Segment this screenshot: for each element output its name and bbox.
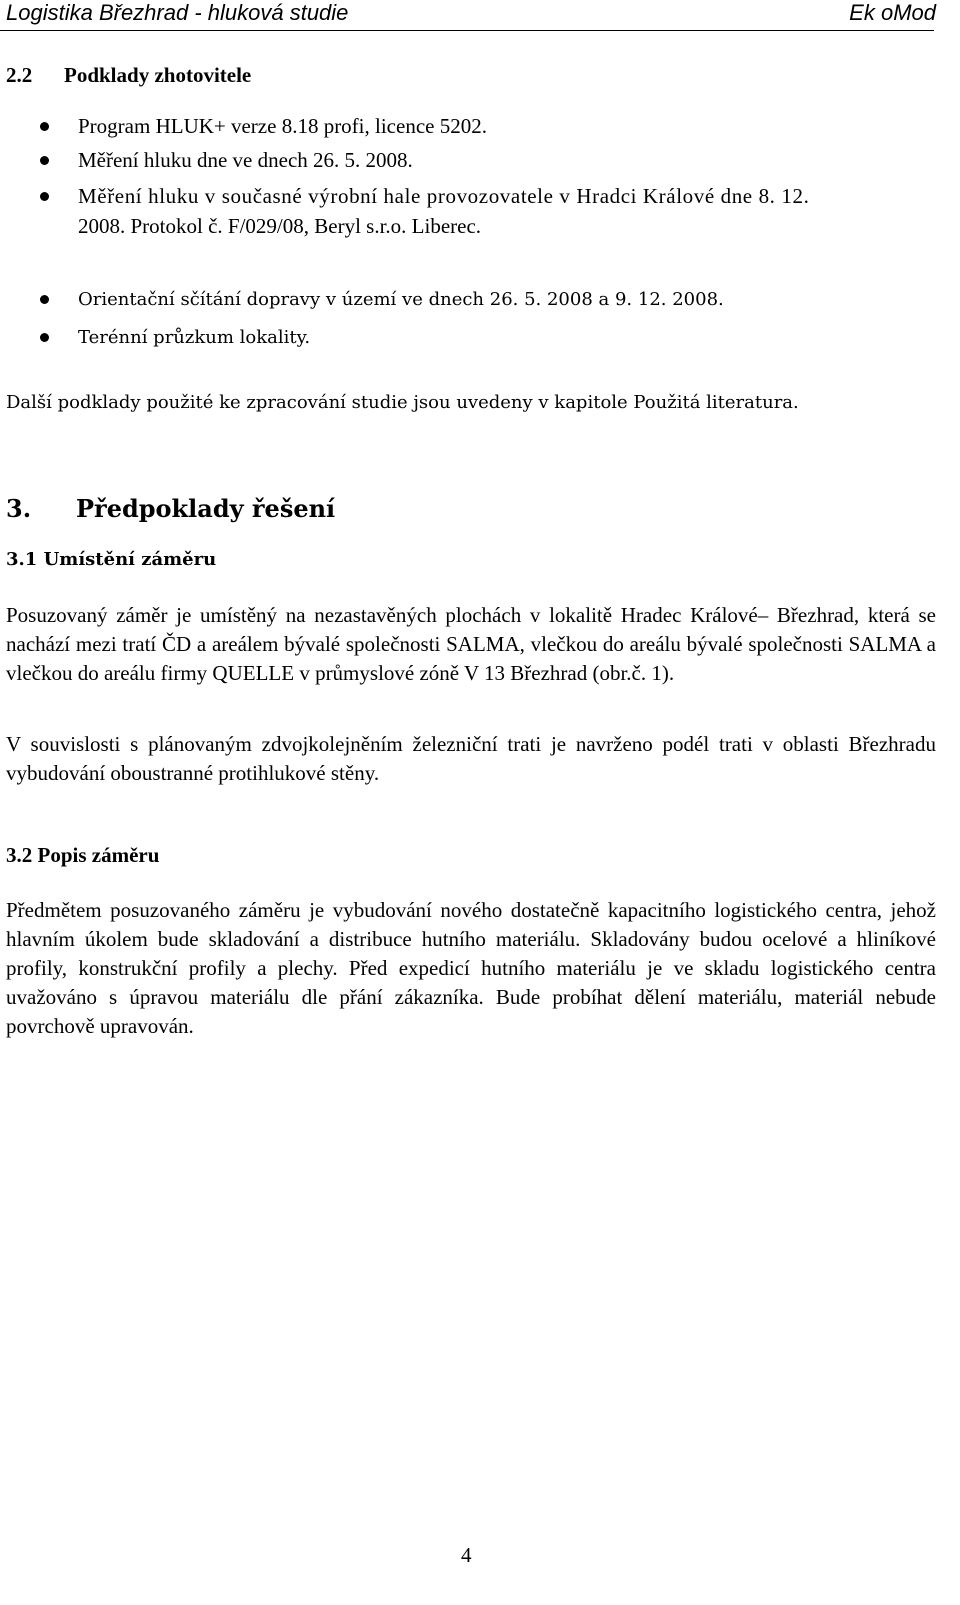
header-title: Logistika Březhrad - hluková studie (6, 0, 349, 25)
header-brand: Ek oMod (849, 0, 936, 25)
section-3-1-paragraph-2: V souvislosti s plánovaným zdvojkolejněním železniční trati je navrženo podél trati v oblasti Březhradu vybudování oboustranné protihlukové stěny. (6, 732, 936, 785)
section-3-number: 3. (6, 494, 32, 523)
list-item-text: Terénní průzkum lokality. (78, 327, 311, 348)
additional-sources-note: Další podklady použité ke zpracování studie jsou uvedeny v kapitole Použitá literatura. (6, 392, 799, 413)
bullet-dot (40, 156, 49, 165)
page-header (0, 0, 960, 30)
section-3-2-paragraph-1: Předmětem posuzovaného záměru je vybudování nového dostatečně kapacitního logistického centra, jehož hlavním úkolem bude skladování a distribuce hutního materiálu. Skladovány budou ocelové a hliníkové profily, konstrukční profily a plechy. Před expedicí hutního materiálu je ve skladu logistického centra uvažováno s úpravou materiálu dle přání zákazníka. Bude probíhat dělení materiálu, materiál nebude povrchově upravován. (6, 898, 936, 1038)
list-item-text: Měření hluku v současné výrobní hale provozovatele v Hradci Králové dne 8. 12. (78, 184, 810, 208)
section-3-title: Předpoklady řešení (76, 494, 336, 523)
list-item-text: 2008. Protokol č. F/029/08, Beryl s.r.o. Liberec. (78, 214, 482, 238)
section-2-2-title: Podklady zhotovitele (64, 63, 252, 87)
section-3-heading (6, 494, 335, 523)
header-rule (0, 30, 934, 31)
section-3-1-paragraph-1: Posuzovaný záměr je umístěný na nezastavěných plochách v lokalitě Hradec Králové– Březhrad, která se nachází mezi tratí ČD a areálem bývalé společnosti SALMA, vlečkou do areálu bývalé společnosti SALMA a vlečkou do areálu firmy QUELLE v průmyslové zóně V 13 Březhrad (obr.č. 1). (6, 603, 936, 685)
bullet-dot (40, 122, 49, 131)
list-item-text: Měření hluku dne ve dnech 26. 5. 2008. (78, 148, 413, 172)
list-item-text: Orientační sčítání dopravy v území ve dnech 26. 5. 2008 a 9. 12. 2008. (78, 289, 724, 310)
section-3-2-heading: 3.2 Popis záměru (6, 843, 160, 867)
bullet-dot (40, 333, 49, 342)
bullet-dot (40, 192, 49, 201)
list-item-text: Program HLUK+ verze 8.18 profi, licence 5202. (78, 114, 487, 138)
section-2-2-heading (6, 63, 251, 88)
bullet-dot (40, 295, 49, 304)
page-number: 4 (461, 1543, 472, 1567)
section-2-2-number: 2.2 (6, 63, 33, 87)
section-3-1-heading: 3.1 Umístění záměru (6, 549, 217, 570)
